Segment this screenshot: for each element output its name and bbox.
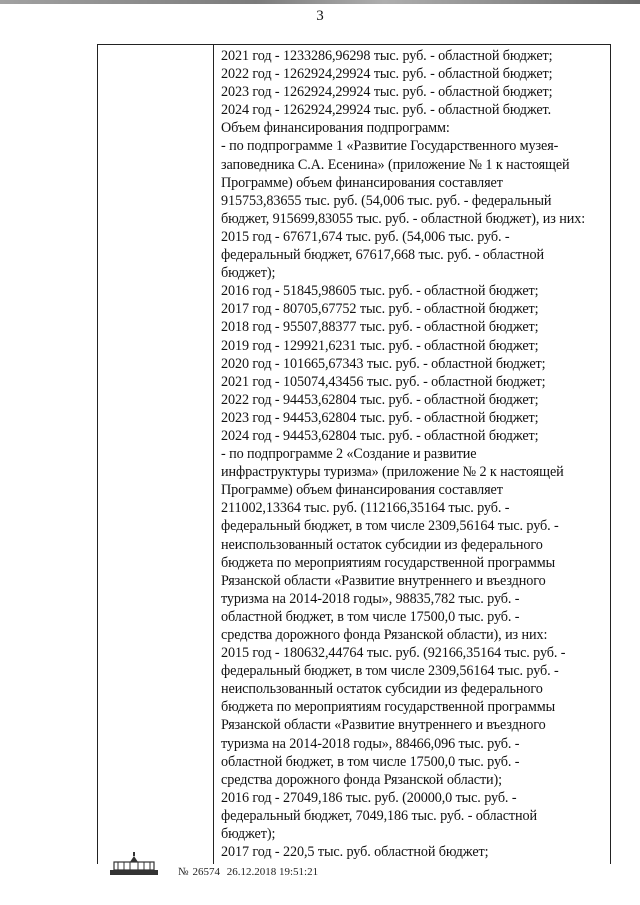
text-line: туризма на 2014-2018 годы», 88466,096 тыс. руб. -	[221, 735, 520, 752]
registration-line	[178, 866, 322, 878]
text-line: бюджета по мероприятиям государственной программы	[221, 699, 556, 716]
text-line: 2021 год - 105074,43456 тыс. руб. - областной бюджет;	[221, 373, 546, 390]
text-line: 2021 год - 1233286,96298 тыс. руб. - областной бюджет;	[221, 48, 553, 64]
scan-top-edge	[0, 0, 640, 4]
text-line: 2016 год - 51845,98605 тыс. руб. - областной бюджет;	[221, 283, 539, 300]
text-line: бюджет, 915699,83055 тыс. руб. - областной бюджет), из них:	[221, 210, 586, 227]
text-line: бюджет);	[221, 265, 276, 282]
table-column-divider	[213, 45, 214, 864]
text-line: 2015 год - 180632,44764 тыс. руб. (92166,35164 тыс. руб. -	[221, 645, 566, 662]
text-line: неиспользованный остаток субсидии из федерального	[221, 536, 543, 553]
text-line: 2019 год - 129921,6231 тыс. руб. - областной бюджет;	[221, 337, 539, 354]
table-cell-content	[221, 47, 609, 861]
text-line: Программе) объем финансирования составляет	[221, 482, 503, 499]
text-line: инфраструктуры туризма» (приложение № 2 к настоящей	[221, 464, 564, 481]
text-line: 2018 год - 95507,88377 тыс. руб. - областной бюджет;	[221, 319, 539, 336]
text-line: 2023 год - 94453,62804 тыс. руб. - областной бюджет;	[221, 409, 539, 426]
text-line: Программе) объем финансирования составляет	[221, 174, 503, 191]
reg-number: 26574	[192, 866, 220, 878]
text-line: 2024 год - 94453,62804 тыс. руб. - областной бюджет;	[221, 427, 539, 444]
text-line: Объем финансирования подпрограмм:	[221, 120, 450, 137]
text-line: 2016 год - 27049,186 тыс. руб. (20000,0 тыс. руб. -	[221, 789, 517, 806]
text-line: бюджет);	[221, 826, 276, 843]
text-line: 2015 год - 67671,674 тыс. руб. (54,006 тыс. руб. -	[221, 228, 510, 245]
document-table	[97, 44, 611, 864]
registration-footer	[104, 850, 524, 890]
text-line: областной бюджет, в том числе 17500,0 тыс. руб. -	[221, 608, 520, 625]
text-line: - по подпрограмме 2 «Создание и развитие	[221, 446, 477, 463]
government-building-stamp-icon	[104, 850, 164, 878]
text-line: неиспользованный остаток субсидии из федерального	[221, 681, 543, 698]
text-line: 2020 год - 101665,67343 тыс. руб. - областной бюджет;	[221, 355, 546, 372]
text-line: туризма на 2014-2018 годы», 98835,782 тыс. руб. -	[221, 590, 520, 607]
text-line: средства дорожного фонда Рязанской области);	[221, 771, 503, 788]
text-line: 2017 год - 220,5 тыс. руб. областной бюджет;	[221, 844, 489, 861]
text-line: федеральный бюджет, 7049,186 тыс. руб. - областной	[221, 807, 537, 824]
reg-datetime: 26.12.2018 19:51:21	[226, 866, 319, 878]
text-line: Рязанской области «Развитие внутреннего и въездного	[221, 572, 546, 589]
text-line: областной бюджет, в том числе 17500,0 тыс. руб. -	[221, 753, 520, 770]
text-line: 915753,83655 тыс. руб. (54,006 тыс. руб. - федеральный	[221, 192, 552, 209]
text-line: средства дорожного фонда Рязанской области), из них:	[221, 627, 548, 643]
text-line: 211002,13364 тыс. руб. (112166,35164 тыс. руб. -	[221, 500, 510, 517]
text-line: 2022 год - 1262924,29924 тыс. руб. - областной бюджет;	[221, 66, 553, 83]
text-line: 2022 год - 94453,62804 тыс. руб. - областной бюджет;	[221, 391, 539, 408]
text-line: федеральный бюджет, в том числе 2309,56164 тыс. руб. -	[221, 518, 559, 535]
text-line: федеральный бюджет, в том числе 2309,56164 тыс. руб. -	[221, 663, 559, 680]
text-line: 2023 год - 1262924,29924 тыс. руб. - областной бюджет;	[221, 84, 553, 101]
page-number: 3	[316, 8, 324, 24]
text-line: бюджета по мероприятиям государственной программы	[221, 554, 556, 571]
text-line: 2024 год - 1262924,29924 тыс. руб. - областной бюджет.	[221, 102, 552, 119]
text-line: Рязанской области «Развитие внутреннего и въездного	[221, 717, 546, 734]
text-line: - по подпрограмме 1 «Развитие Государственного музея-	[221, 138, 559, 155]
text-line: заповедника С.А. Есенина» (приложение № 1 к настоящей	[221, 156, 570, 173]
reg-number-prefix: №	[178, 866, 189, 878]
text-line: 2017 год - 80705,67752 тыс. руб. - областной бюджет;	[221, 301, 539, 318]
text-line: федеральный бюджет, 67617,668 тыс. руб. - областной	[221, 247, 544, 264]
